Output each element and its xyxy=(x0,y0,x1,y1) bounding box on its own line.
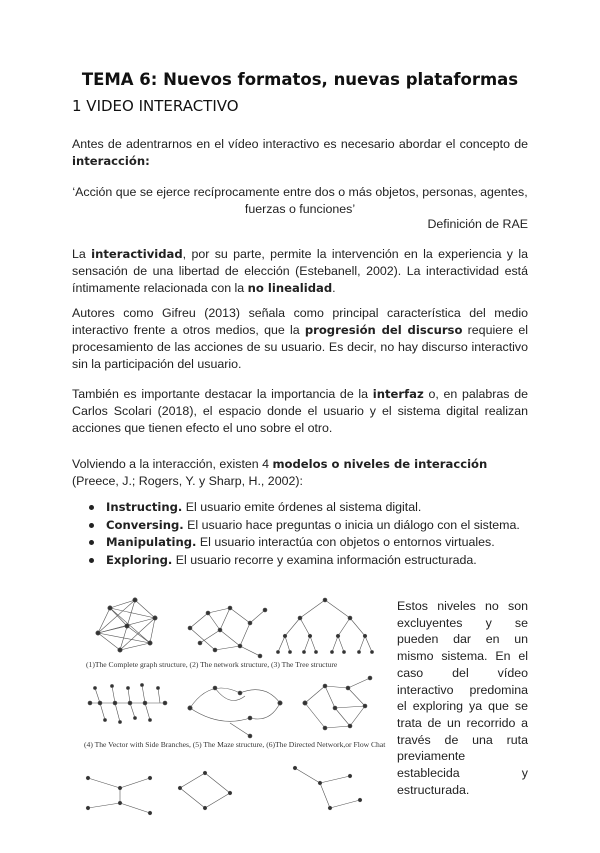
p4-text-c: (Preece, J.; Rogers, Y. y Sharp, H., 2002): xyxy=(72,474,303,488)
p1-text-a: La xyxy=(72,247,92,261)
model-name: Exploring. xyxy=(106,552,173,567)
bullet-icon xyxy=(89,540,94,545)
intro-bold-term: interacción: xyxy=(72,154,150,168)
list-item xyxy=(72,517,542,535)
quote-source: Definición de RAE xyxy=(427,217,528,231)
p3-text-c: o, en palabras de Carlos Scolari (2018), el espacio donde el usuario y el sistema digital realizan acciones que tienen efecto el uno sobre el otro. xyxy=(72,387,528,435)
p3-bold-interfaz: interfaz xyxy=(372,387,424,401)
paragraph-interactividad xyxy=(72,246,528,297)
bullet-icon xyxy=(89,523,94,528)
paragraph-gifreu xyxy=(72,305,528,373)
model-name: Conversing. xyxy=(106,517,184,532)
p3-text-a: También es importante destacar la importancia de la xyxy=(72,387,373,401)
p1-text-d: . xyxy=(332,281,336,295)
p4-text-a: Volviendo a la interacción, existen 4 xyxy=(72,457,273,471)
model-description: El usuario hace preguntas o inicia un diálogo con el sistema. xyxy=(183,517,520,532)
p4-bold-modelos: modelos o niveles de interacción xyxy=(272,457,488,471)
bullet-icon xyxy=(89,505,94,510)
figure-caption-2: (4) The Vector with Side Branches, (5) The Maze structure, (6)The Directed Network,or Flow Chat xyxy=(84,740,386,749)
p2-text-c: requiere el procesamiento de las acciones de su usuario. Es decir, no hay discurso interactivo sin la participación del usuario. xyxy=(72,323,528,371)
intro-paragraph xyxy=(72,136,528,170)
intro-text: Antes de adentrarnos en el vídeo interactivo es necesario abordar el concepto de xyxy=(72,137,528,151)
model-description: El usuario recorre y examina información estructurada. xyxy=(172,552,477,567)
list-item xyxy=(72,499,542,517)
model-name: Manipulating. xyxy=(106,535,197,549)
list-item xyxy=(72,534,542,552)
model-description: El usuario emite órdenes al sistema digital. xyxy=(182,500,422,514)
side-paragraph: Estos niveles no son excluyentes y se pueden dar en un mismo sistema. En el caso del vídeo interactivo predomina el exploring ya que se trata de un recorrido a través de una ruta previamente establecida y estructurada. xyxy=(397,599,528,797)
model-description: El usuario interactúa con objetos o entornos virtuales. xyxy=(196,535,495,549)
rae-quote: ‘Acción que se ejerce recíprocamente entre dos o más objetos, personas, agentes, fuerzas o funciones’ xyxy=(72,185,528,216)
paragraph-modelos xyxy=(72,456,528,490)
figure-caption-1: (1)The Complete graph structure, (2) The network structure, (3) The Tree structure xyxy=(86,660,338,669)
page-title: TEMA 6: Nuevos formatos, nuevas plataformas xyxy=(81,70,519,89)
bullet-icon xyxy=(89,558,94,563)
section-heading: 1 VIDEO INTERACTIVO xyxy=(72,97,239,115)
models-list xyxy=(72,499,542,569)
structure-diagrams-figure xyxy=(80,588,385,848)
p1-bold-no-linealidad: no linealidad xyxy=(247,281,333,295)
p1-bold-interactividad: interactividad xyxy=(91,247,183,261)
paragraph-interfaz xyxy=(72,386,528,437)
p2-bold-progresion: progresión del discurso xyxy=(304,323,463,337)
list-item xyxy=(72,552,542,570)
network-structures-diagram xyxy=(80,588,385,848)
model-name: Instructing. xyxy=(106,500,183,514)
p1-text-c: , por su parte, permite la intervención en la experiencia y la sensación de una libertad de elección (Estebanell, 2002). La interactividad está íntimamente relacionada con la xyxy=(72,247,528,295)
p2-text-a: Autores como Gifreu (2013) señala como principal característica del medio interactivo frente a otros medios, que la xyxy=(72,306,528,337)
